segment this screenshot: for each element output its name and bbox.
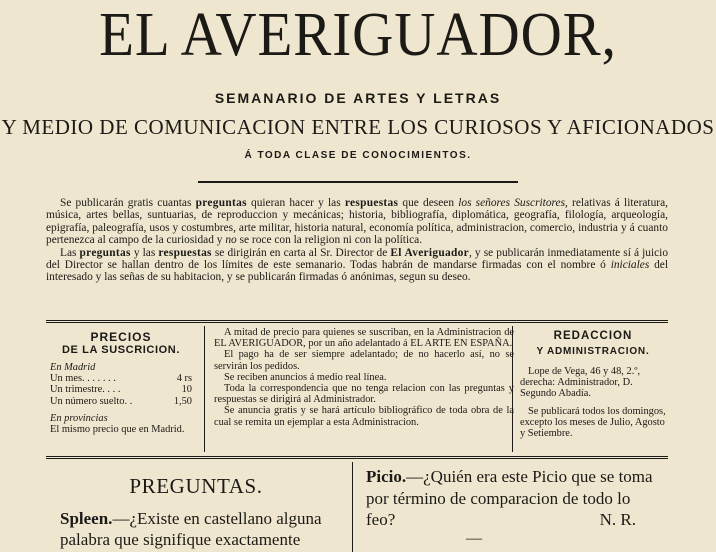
- redaccion-title: REDACCION: [553, 330, 633, 342]
- section-dash: —: [466, 530, 482, 547]
- redaccion-body: [520, 366, 668, 439]
- intro-text: [46, 197, 668, 284]
- column-divider-bottom: [352, 462, 353, 552]
- center-notices: [214, 327, 514, 428]
- price-row: Un mes. . . . . . . 4 rs: [50, 373, 192, 385]
- precios-body: [50, 362, 192, 435]
- madrid-label: En Madrid: [50, 362, 96, 373]
- notice-5: Se anuncia gratis y se hará artículo bibliográfico de toda obra de la cual se remita un ejemplar a esta Administracion.: [214, 405, 514, 428]
- precios-title: PRECIOS: [90, 330, 152, 344]
- masthead-subtitle: SEMANARIO DE ARTES Y LETRAS: [214, 90, 502, 106]
- masthead-subtitle-3: Á TODA CLASE DE CONOCIMIENTOS.: [244, 150, 472, 161]
- provincias-text: El mismo precio que en Madrid.: [50, 424, 185, 436]
- intro-paragraph-1: Se publicarán gratis cuantas preguntas quieran hacer y las respuestas que deseen los señores Suscritores, relativas á literatura, música, artes bellas, suntuarias, de reproduccion y mecánicas; historia, bibliografía, diplomática, geografía, filología, arqueología, epigrafía, paleografía, usos y costumbres, arte militar, historia natural, economía política, administracion, comercio, industria y á cuanto pertenezca al campo de la curiosidad y no se roce con la religion ni con la política.: [46, 197, 668, 247]
- ornament-divider: [198, 181, 518, 183]
- notice-2: El pago ha de ser siempre adelantado; de no hacerlo así, no se servirán los pedidos.: [214, 349, 514, 372]
- redaccion-schedule: Se publicará todos los domingos, excepto los meses de Julio, Agosto y Setiembre.: [520, 405, 666, 440]
- notice-4: Toda la correspondencia que no tenga relacion con las preguntas y respuestas se dirigirá al Administrador.: [214, 383, 514, 406]
- notice-1: A mitad de precio para quienes se suscriban, en la Administracion de EL AVERIGUADOR, por un año adelantado á EL ARTE EN ESPAÑA.: [214, 327, 514, 350]
- masthead-title: EL AVERIGUADOR,: [99, 1, 617, 69]
- redaccion-subtitle: Y ADMINISTRACION.: [536, 346, 650, 357]
- precios-subtitle: DE LA SUSCRICION.: [62, 344, 180, 356]
- masthead-subtitle-2: Y MEDIO DE COMUNICACION ENTRE LOS CURIOSOS Y AFICIONADOS: [1, 115, 715, 139]
- spleen-question: Spleen.—¿Existe en castellano alguna palabra que signifique exactamente: [60, 509, 322, 549]
- redaccion-address: Lope de Vega, 46 y 48, 2.º, derecha: Administrador, D. Segundo Abadía.: [520, 366, 641, 400]
- price-row: Un número suelto. . 1,50: [50, 395, 192, 407]
- notice-3: Se reciben anuncios á medio real línea.: [224, 371, 387, 383]
- rule-top: [46, 320, 668, 323]
- preguntas-heading: PREGUNTAS.: [129, 474, 263, 498]
- intro-paragraph-2: Las preguntas y las respuestas se dirigirán en carta al Sr. Director de El Averiguador, y se publicarán inmediatamente sí á juicio del Director se hallan dentro de los límites de este semanario. Todas habrán de mandarse firmadas con el nombre ó iniciales del interesado y las señas de su habitacion, y se publicarán firmadas ó anónimas, segun su deseo.: [46, 246, 669, 284]
- picio-question: Picio.—¿Quién era este Picio que se toma por término de comparacion de todo lo feo? N. R.: [366, 467, 653, 529]
- rule-bottom: [46, 456, 668, 459]
- provincias-label: En provincias: [50, 412, 108, 424]
- signature: N. R.: [599, 510, 636, 529]
- price-row: Un trimestre. . . . 10: [50, 384, 192, 396]
- column-divider-left: [204, 326, 205, 452]
